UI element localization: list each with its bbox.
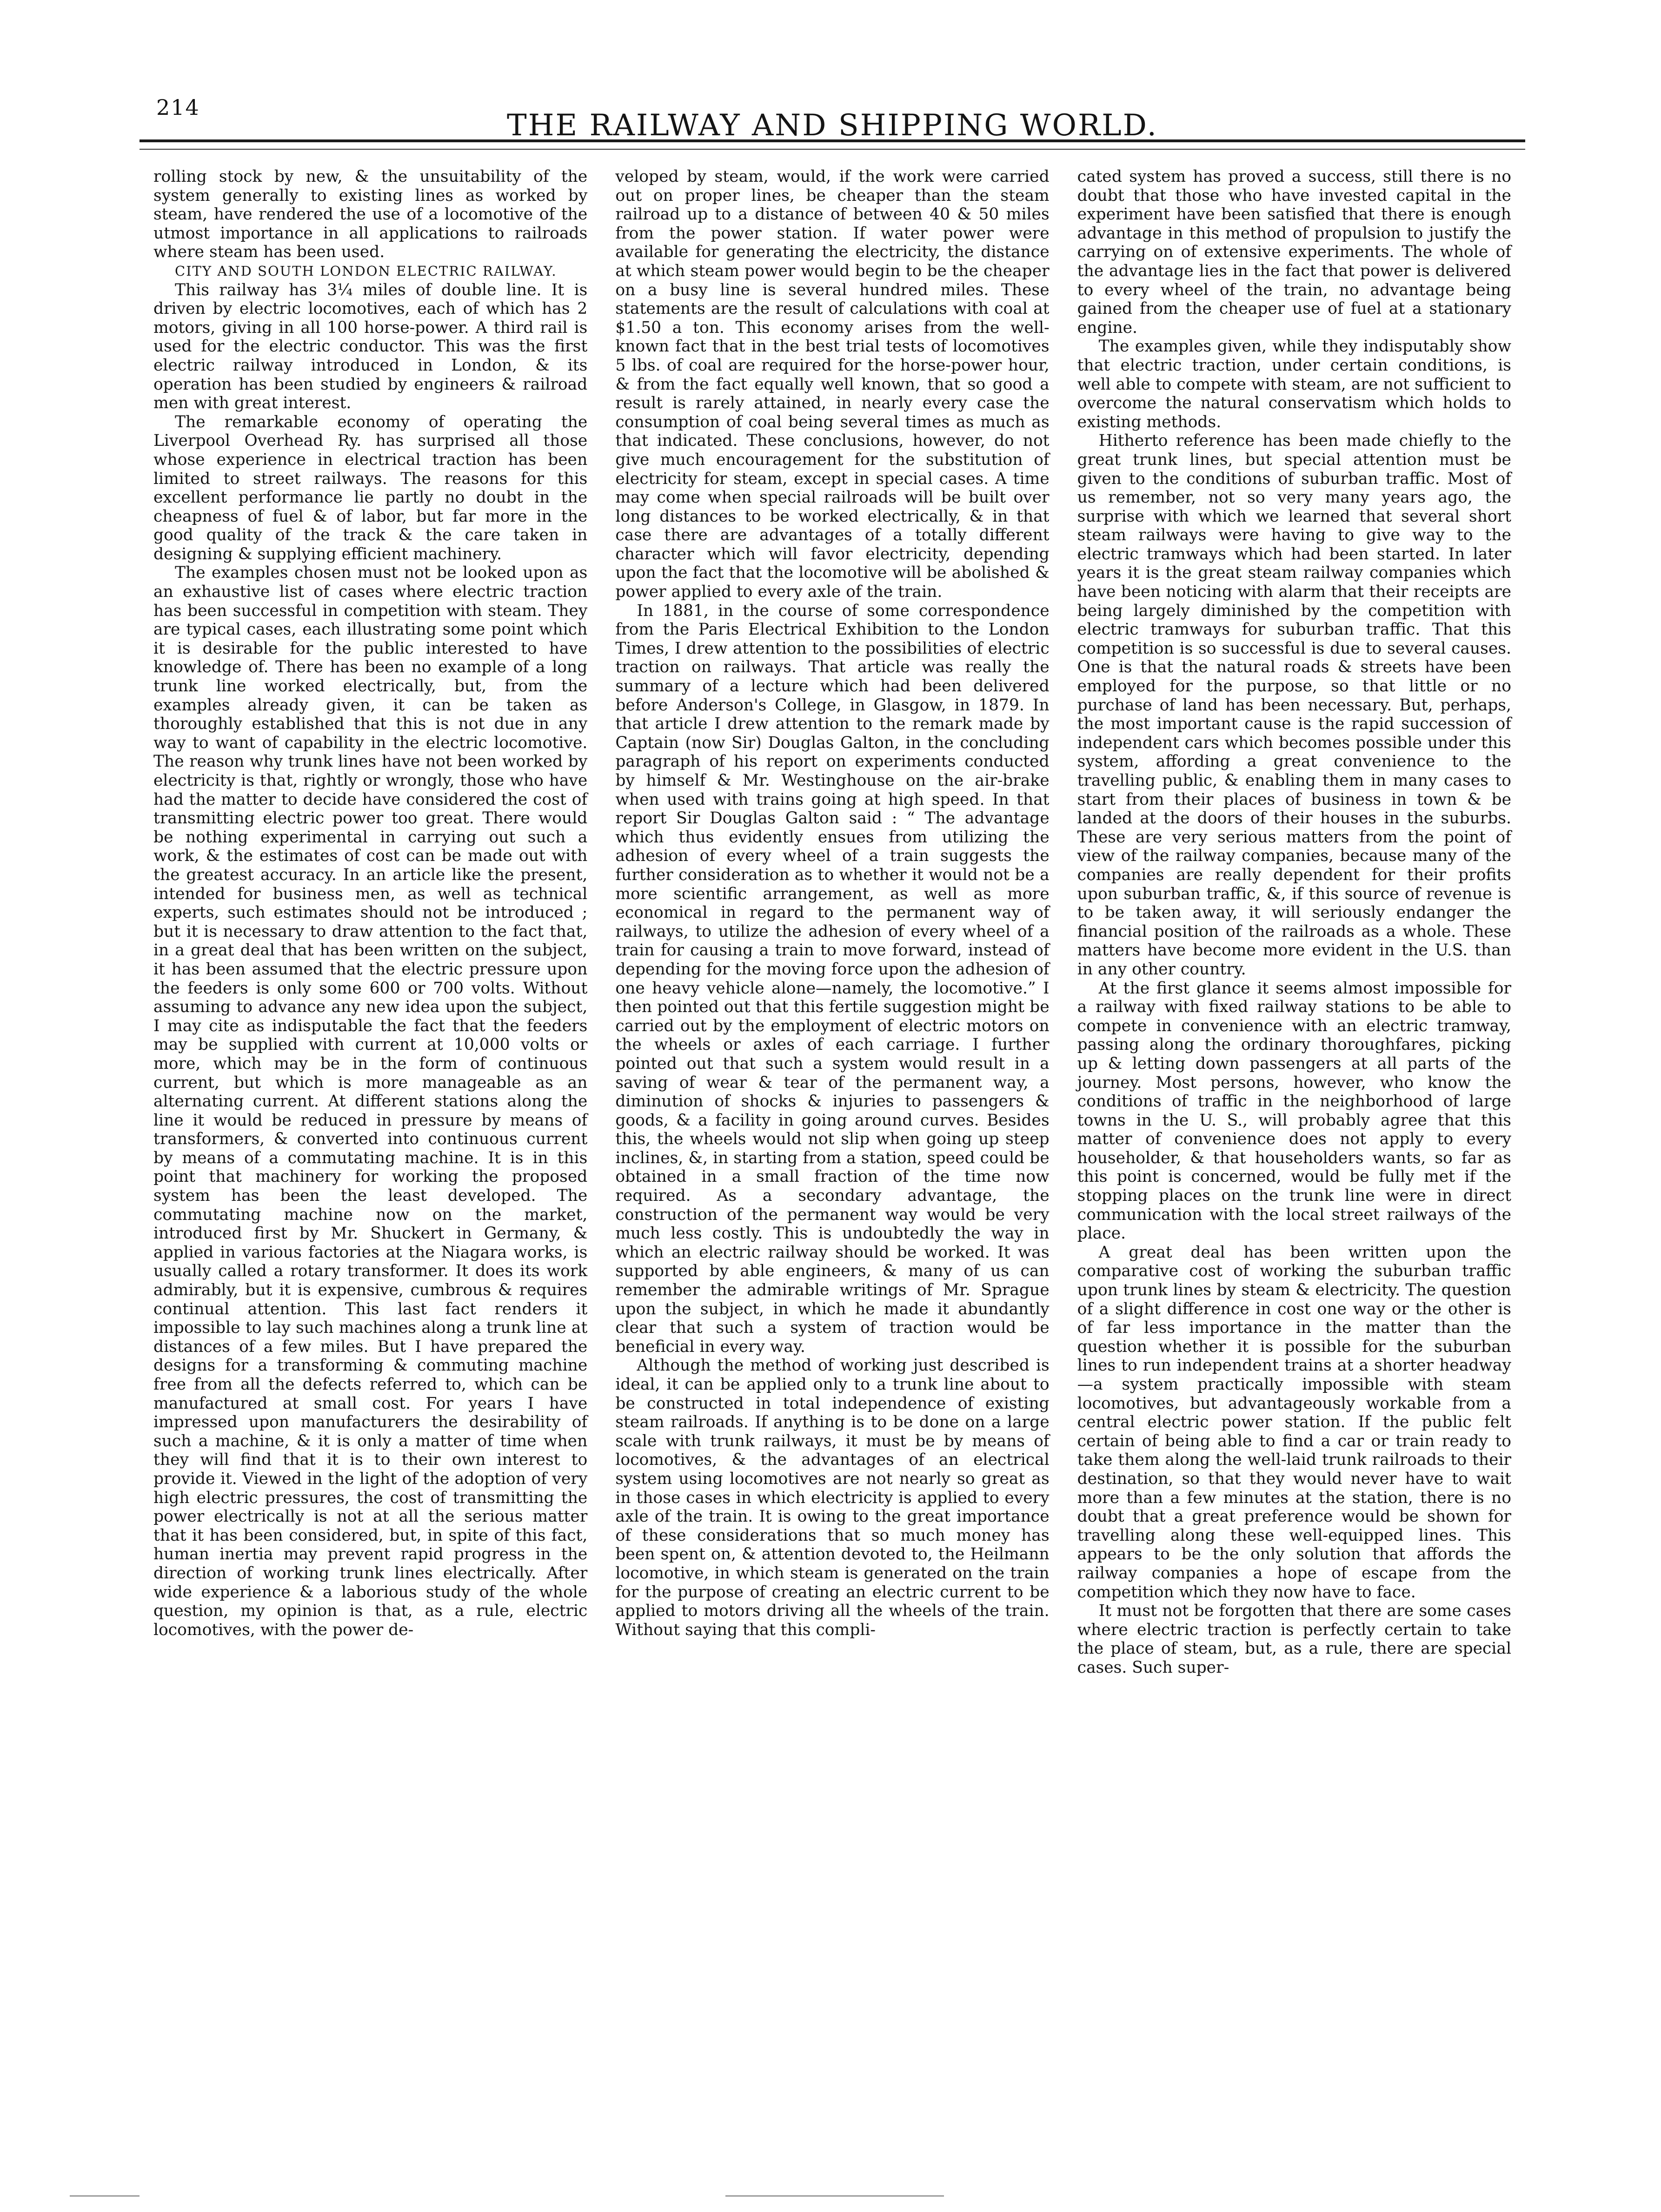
section-heading: CITY AND SOUTH LONDON ELECTRIC RAILWAY. <box>175 263 557 279</box>
running-title: THE RAILWAY AND SHIPPING WORLD. <box>507 108 1158 143</box>
paragraph: Although the method of working just described is ideal, it can be applied only to a trunk line about to be constructed in total independence of existing steam railroads. If anything is to be done on a large scale with trunk railways, it must be by means of locomotives, & the advantages of an electrical system using locomotives are not nearly so great as in those cases in which electricity is applied to every axle of the train. It is owing to the great importance of these considerations that so much money has been spent on, & attention devoted to, the Heilmann locomotive, in which steam is generated on the train for the purpose of creating an electric current to be applied to motors driving all the wheels of the train. Without saying that this compli- <box>615 1356 1050 1639</box>
paragraph: The remarkable economy of operating the Liverpool Overhead Ry. has surprised all those whose experience in electrical traction has been limited to street railways. The reasons for this excellent performance lie partly no doubt in the cheapness of fuel & of labor, but far more in the good quality of the track & the care taken in designing & supplying efficient machinery. <box>153 412 588 563</box>
header-rule-thin <box>140 149 1525 150</box>
paragraph: The examples given, while they indisputably show that electric traction, under certain conditions, is well able to compete with steam, are not sufficient to overcome the natural conservatism which holds to existing methods. <box>1077 337 1511 431</box>
column-2-text-a <box>615 167 1049 602</box>
text-column-1 <box>153 167 587 2064</box>
column-3-text-a <box>1077 167 1511 337</box>
scan-mark-center <box>725 2195 944 2197</box>
article-body <box>153 167 1511 2064</box>
page-header <box>140 88 1525 144</box>
paragraph: It must not be forgotten that there are some cases where electric traction is perfectly certain to take the place of steam, but, as a rule, there are special cases. Such super- <box>1077 1602 1511 1677</box>
column-1-text-b <box>153 281 587 1640</box>
column-1-text-a <box>153 167 587 262</box>
text-column-2 <box>615 167 1049 2064</box>
paragraph: In 1881, in the course of some correspondence from the Paris Electrical Exhibition to the London Times, I drew attention to the possibilities of electric traction on railways. That article was really the summary of a lecture which had been delivered before Anderson's College, in Glasgow, in 1879. In that article I drew attention to the remark made by Captain (now Sir) Douglas Galton, in the concluding paragraph of his report on experiments conducted by himself & Mr. Westinghouse on the air-brake when used with trains going at high speed. In that report Sir Douglas Galton said : “ The advantage which thus evidently ensues from utilizing the adhesion of every wheel of a train suggests the further consideration as to whether it would not be a more scientific arrangement, as well as more economical in regard to the permanent way of railways, to utilize the adhesion of every wheel of a train for causing a train to move forward, instead of depending for the moving force upon the adhesion of one heavy vehicle alone—namely, the locomotive.” I then pointed out that this fertile suggestion might be carried out by the employment of electric motors on the wheels or axles of each carriage. I further pointed out that such a system would result in a saving of wear & tear of the permanent way, a diminution of shocks & injuries to passengers & goods, & a facility in going around curves. Besides this, the wheels would not slip when going up steep inclines, &, in starting from a station, speed could be obtained in a small fraction of the time now required. As a secondary advantage, the construction of the permanent way would be very much less costly. This is undoubtedly the way in which an electric railway should be worked. It was supported by able engineers, & many of us can remember the admirable writings of Mr. Sprague upon the subject, in which he made it abundantly clear that such a system of traction would be beneficial in every way. <box>615 601 1050 1356</box>
paragraph: rolling stock by new, & the unsuitability of the system generally to existing lines as worked by steam, have rendered the use of a locomotive of the utmost importance in all applications to railroads where steam has been used. <box>153 167 588 262</box>
column-2-text-b <box>615 602 1049 1640</box>
paragraph: The examples chosen must not be looked upon as an exhaustive list of cases where electric traction has been successful in competition with steam. They are typical cases, each illustrating some point which it is desirable for the public interested to have knowledge of. There has been no example of a long trunk line worked electrically, but, from the examples already given, it can be taken as thoroughly established that this is not due in any way to want of capability in the electric locomotive. The reason why trunk lines have not been worked by electricity is that, rightly or wrongly, those who have had the matter to decide have considered the cost of transmitting electric power too great. There would be nothing experimental in carrying out such a work, & the estimates of cost can be made out with the greatest accuracy. In an article like the present, intended for business men, as well as technical experts, such estimates should not be introduced ; but it is necessary to draw attention to the fact that, in a great deal that has been written on the subject, it has been assumed that the electric pressure upon the feeders is only some 600 or 700 volts. Without assuming to advance any new idea upon the subject, I may cite as indisputable the fact that the feeders may be supplied with current at 10,000 volts or more, which may be in the form of continuous current, but which is more manageable as an alternating current. At different stations along the line it would be reduced in pressure by means of transformers, & converted into continuous current by means of a commutating machine. It is in this point that machinery for working the proposed system has been the least developed. The commutating machine now on the market, introduced first by Mr. Shuckert in Germany, & applied in various factories at the Niagara works, is usually called a rotary transformer. It does its work admirably, but it is expensive, cumbrous & requires continual attention. This last fact renders it impossible to lay such machines along a trunk line at distances of a few miles. But I have prepared the designs for a transforming & commuting machine free from all the defects referred to, which can be manufactured at small cost. For years I have impressed upon manufacturers the desirability of such a machine, & it is only a matter of time when they will find that it is to their own interest to provide it. Viewed in the light of the adoption of very high electric pressures, the cost of transmitting the power electrically is not at all the serious matter that it has been considered, but, in spite of this fact, human inertia may prevent rapid progress in the direction of working trunk lines electrically. After wide experience & a laborious study of the whole question, my opinion is that, as a rule, electric locomotives, with the power de- <box>153 563 588 1639</box>
paragraph: veloped by steam, would, if the work were carried out on proper lines, be cheaper than the steam railroad up to a distance of between 40 & 50 miles from the power station. If water power were available for generating the electricity, the distance at which steam power would begin to be the cheaper on a busy line is several hundred miles. These statements are the result of calculations with coal at $1.50 a ton. This economy arises from the well-known fact that in the best trial tests of locomotives 5 lbs. of coal are required for the horse-power hour, & from the fact equally well known, that so good a result is rarely attained, in nearly every case the consumption of coal being several times as much as that indicated. These conclusions, however, do not give much encouragement for the substitution of electricity for steam, except in special cases. A time may come when special railroads will be built over long distances to be worked electrically, & in that case there are advantages of a totally different character which will favor electricity, depending upon the fact that the locomotive will be abolished & power applied to every axle of the train. <box>615 167 1050 602</box>
paragraph: This railway has 3¼ miles of double line. It is driven by electric locomotives, each of which has 2 motors, giving in all 100 horse-power. A third rail is used for the electric conductor. This was the first electric railway introduced in London, & its operation has been studied by engineers & railroad men with great interest. <box>153 280 588 413</box>
paragraph: At the first glance it seems almost impossible for a railway with fixed railway stations to be able to compete in convenience with an electric tramway, passing along the ordinary thoroughfares, picking up & letting down passengers at all parts of the journey. Most persons, however, who know the conditions of traffic in the neighborhood of large towns in the U. S., will probably agree that this matter of convenience does not apply to every householder, & that householders wants, so far as this point is concerned, would be fully met if the stopping places on the trunk line were in direct communication with the local street railways of the place. <box>1077 979 1511 1243</box>
paragraph: cated system has proved a success, still there is no doubt that those who have invested capital in the experiment have been satisfied that there is enough advantage in this method of propulsion to justify the carrying on of extensive experiments. The whole of the advantage lies in the fact that power is delivered to every wheel of the train, no advantage being gained from the cheaper use of fuel at a stationary engine. <box>1077 167 1511 337</box>
column-3-text-b <box>1077 337 1511 1677</box>
scan-mark-left <box>70 2195 140 2197</box>
paragraph: A great deal has been written upon the comparative cost of working the suburban traffic upon trunk lines by steam & electricity. The question of a slight difference in cost one way or the other is of far less importance in the matter than the question whether it is possible for the suburban lines to run independent trains at a shorter headway—a system practically impossible with steam locomotives, but advantageously workable from a central electric power station. If the public felt certain of being able to find a car or train ready to take them along the well-laid trunk railroads to their destination, so that they would never have to wait more than a few minutes at the station, there is no doubt that a great preference would be shown for travelling along these well-equipped lines. This appears to be the only solution that affords the railway companies a hope of escape from the competition which they now have to face. <box>1077 1243 1511 1602</box>
text-column-3 <box>1077 167 1511 2064</box>
page-number: 214 <box>156 95 200 120</box>
paragraph: Hitherto reference has been made chiefly to the great trunk lines, but special attention must be given to the conditions of suburban traffic. Most of us remember, not so very many years ago, the surprise with which we learned that several short steam railways were having to give way to the electric tramways which had been started. In later years it is the great steam railway companies which have been noticing with alarm that their receipts are being largely diminished by the competition with electric tramways for suburban traffic. That this competition is so successful is due to several causes. One is that the natural roads & streets have been employed for the purpose, so that little or no purchase of land has been necessary. But, perhaps, the most important cause is the rapid succession of independent cars which becomes possible under this system, affording a great convenience to the travelling public, & enabling them in many cases to start from their places of business in town & be landed at the doors of their houses in the suburbs. These are very serious matters from the point of view of the railway companies, because many of the companies are really dependent for their profits upon suburban traffic, &, if this source of revenue is to be taken away, it will seriously endanger the financial position of the railroads as a whole. These matters have become more evident in the U.S. than in any other country. <box>1077 431 1511 979</box>
header-rule-thick <box>140 139 1525 142</box>
